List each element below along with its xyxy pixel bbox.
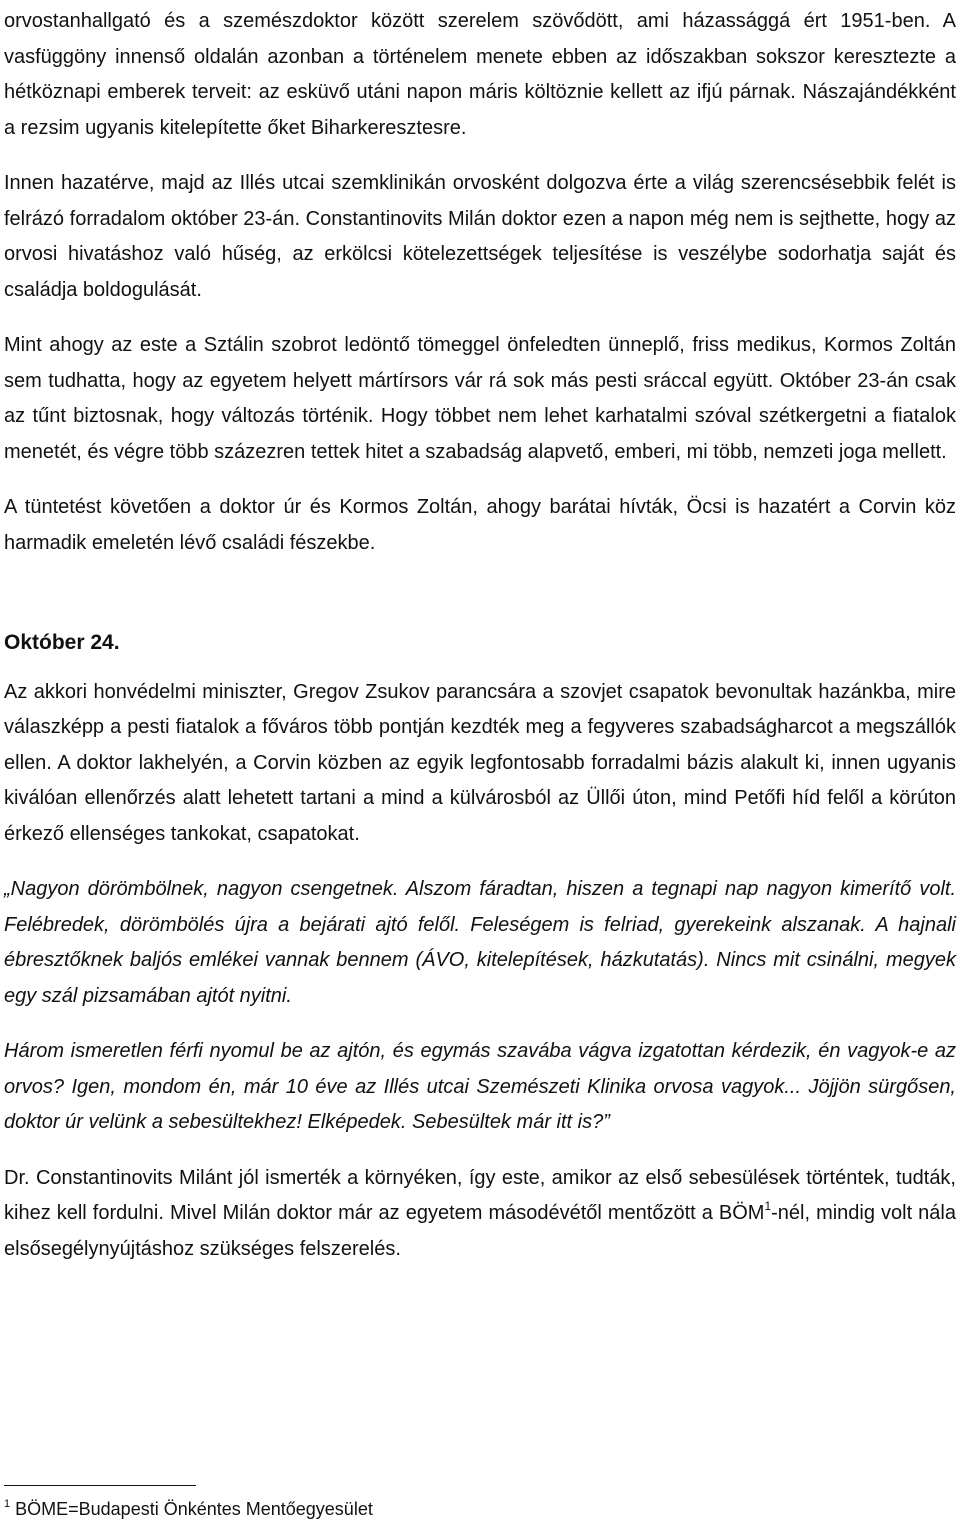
paragraph-3: Mint ahogy az este a Sztálin szobrot ledöntő tömeggel önfeledten ünneplő, friss medikus, Kormos Zoltán sem tudhatta, hogy az egyetem helyett mártírsors vár rá sok más pesti sráccal együtt. Október 23-án csak az tűnt biztosnak, hogy változás történik. Hogy többet nem lehet karhatalmi szóval szétkergetni a fiatalok menetét, és végre több százezren tettek hitet a szabadság alapvető, emberi, mi több, nemzeti joga mellett. bbox=[4, 334, 956, 463]
section-heading: Október 24. bbox=[4, 631, 120, 654]
footnote-reference: 1 bbox=[764, 1199, 772, 1213]
footnote-text: BÖME=Budapesti Önkéntes Mentőegyesület bbox=[10, 1499, 373, 1519]
paragraph-1: orvostanhallgató és a szemészdoktor között szerelem szövődött, ami házassággá ért 1951-ben. A vasfüggöny innenső oldalán azonban a történelem menete ebben az időszakban sokszor keresztezte a hétköznapi emberek terveit: az esküvő utáni napon máris költöznie kellett az ifjú párnak. Nászajándékként a rezsim ugyanis kitelepítette őket Biharkeresztesre. bbox=[4, 10, 956, 139]
footnote-divider bbox=[4, 1485, 196, 1486]
final-paragraph bbox=[4, 1161, 956, 1268]
quote-paragraph-1: „Nagyon dörömbölnek, nagyon csengetnek. Alszom fáradtan, hiszen a tegnapi nap nagyon kimerítő volt. Felébredek, dörömbölés újra a bejárati ajtó felől. Feleségem is felriad, gyerekeink alszanak. A hajnali ébresztőknek baljós emlékei vannak bennem (ÁVO, kitelepítések, házkutatás). Nincs mit csinálni, megyek egy szál pizsamában ajtót nyitni. bbox=[4, 878, 956, 1007]
footnote-number: 1 bbox=[4, 1498, 11, 1510]
document-page bbox=[4, 0, 956, 1267]
final-paragraph-text-a: Dr. Constantinovits Milánt jól ismerték a környéken, így este, amikor az első sebesülések történtek, tudták, kihez kell fordulni. Mivel Milán doktor már az egyetem másodévétől mentőzött a BÖM bbox=[4, 1166, 956, 1224]
footnote bbox=[4, 1497, 373, 1521]
paragraph-2: Innen hazatérve, majd az Illés utcai szemklinikán orvosként dolgozva érte a világ szerencsésebbik felét is felrázó forradalom október 23-án. Constantinovits Milán doktor ezen a napon még nem is sejthette, hogy az orvosi hivatáshoz való hűség, az erkölcsi kötelezettségek teljesítése is veszélybe sodorhatja saját és családja boldogulását. bbox=[4, 172, 956, 301]
section-paragraph-1: Az akkori honvédelmi miniszter, Gregov Zsukov parancsára a szovjet csapatok bevonultak hazánkba, mire válaszképp a pesti fiatalok a főváros több pontján kezdték meg a fegyveres szabadságharcot a megszállók ellen. A doktor lakhelyén, a Corvin közben az egyik legfontosabb forradalmi bázis alakult ki, innen ugyanis kiválóan ellenőrzés alatt lehetett tartani a mind a külvárosból az Üllői úton, mind Petőfi híd felől a körúton érkező ellenséges tankokat, csapatokat. bbox=[4, 680, 956, 845]
paragraph-4: A tüntetést követően a doktor úr és Kormos Zoltán, ahogy barátai hívták, Öcsi is hazatért a Corvin köz harmadik emeletén lévő családi fészekbe. bbox=[4, 496, 956, 554]
quote-paragraph-2: Három ismeretlen férfi nyomul be az ajtón, és egymás szavába vágva izgatottan kérdezik, én vagyok-e az orvos? Igen, mondom én, már 10 éve az Illés utcai Szemészeti Klinika orvosa vagyok... Jöjjön sürgősen, doktor úr velünk a sebesültekhez! Elképedek. Sebesültek már itt is?” bbox=[4, 1040, 956, 1133]
final-paragraph-text-b: -nél, mindig volt nála elsősegélynyújtáshoz szükséges felszerelés. bbox=[4, 1202, 956, 1260]
